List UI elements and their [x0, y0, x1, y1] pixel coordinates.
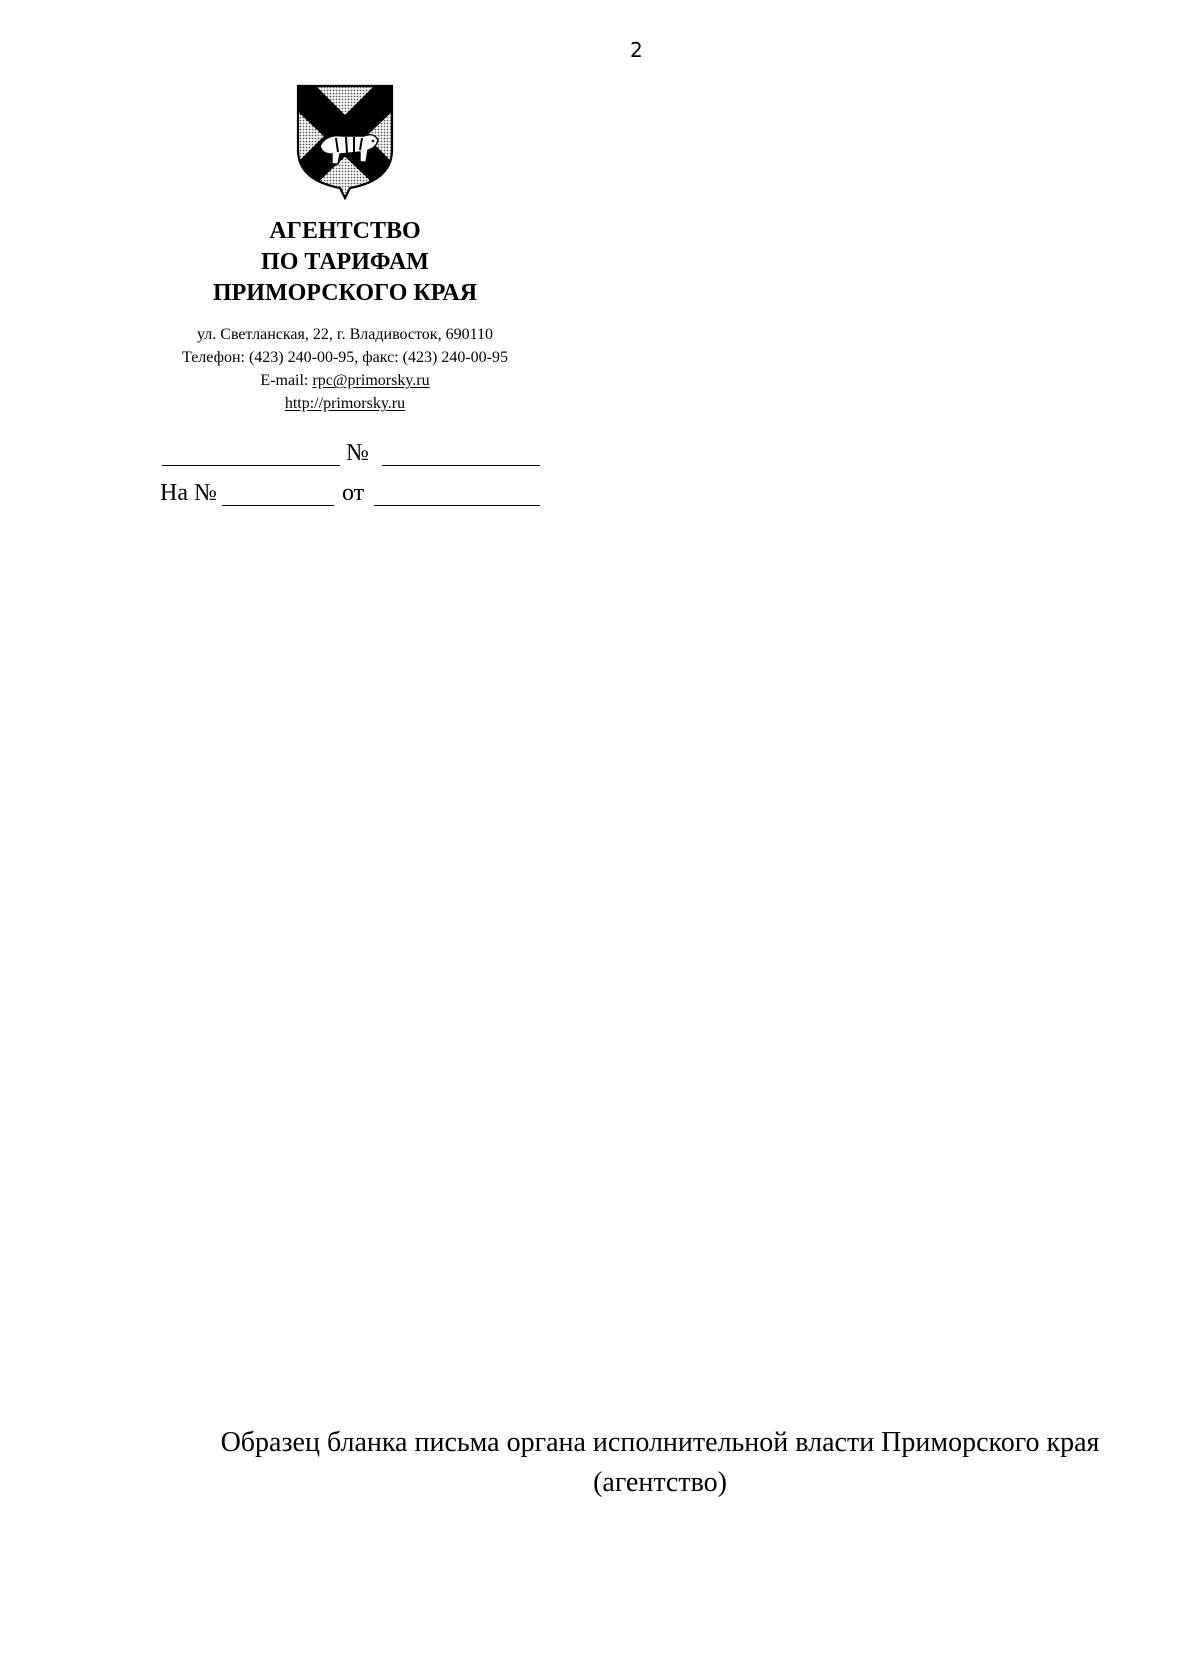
email-link[interactable]: rpc@primorsky.ru: [312, 372, 430, 389]
reply-date-blank: [374, 505, 540, 506]
date-blank: [162, 465, 340, 466]
caption-line-2: (агентство): [593, 1467, 727, 1498]
outgoing-number-blank: [382, 465, 540, 466]
email-line: [150, 369, 540, 392]
reply-reference-line: [160, 480, 540, 506]
reply-to-label: На №: [160, 480, 217, 506]
agency-name-line-3: ПРИМОРСКОГО КРАЯ: [212, 280, 478, 306]
email-label: E-mail:: [260, 372, 313, 389]
page-number: 2: [630, 38, 643, 62]
caption-line-1: Образец бланка письма органа исполнительной власти Приморского края: [220, 1427, 1100, 1458]
primorsky-krai-coat-of-arms-icon: [290, 80, 400, 200]
agency-name: [150, 216, 540, 309]
sample-caption: [160, 1423, 1160, 1503]
number-sign: №: [346, 440, 369, 466]
contact-block: [150, 323, 540, 415]
from-label: от: [342, 480, 365, 506]
agency-name-line-1: АГЕНТСТВО: [269, 218, 421, 244]
website-link[interactable]: http://primorsky.ru: [284, 395, 406, 412]
phone-fax: Телефон: (423) 240-00-95, факс: (423) 240-00-95: [182, 349, 508, 366]
address: ул. Светланская, 22, г. Владивосток, 690110: [197, 326, 493, 343]
agency-name-line-2: ПО ТАРИФАМ: [261, 249, 429, 275]
letterhead: [150, 80, 540, 415]
reply-number-blank: [222, 505, 334, 506]
outgoing-registration-line: [160, 440, 540, 466]
